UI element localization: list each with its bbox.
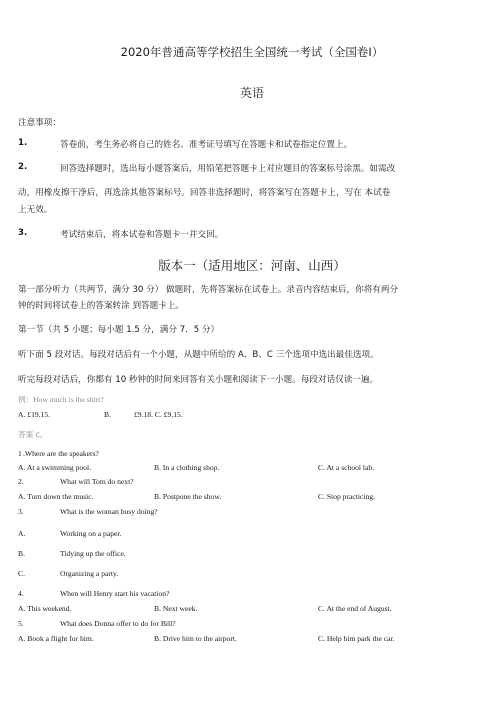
question-3-number: 3. xyxy=(18,507,24,516)
question-1-option-a: A. At a swimming pool. xyxy=(18,463,91,472)
question-1-option-b: B. In a clothing shop. xyxy=(154,463,220,472)
question-5-option-c: C. Help him park the car. xyxy=(318,634,395,643)
question-4-option-b: B. Next week. xyxy=(154,604,198,613)
question-5-text: What does Donna offer to do for Bill? xyxy=(60,619,176,628)
question-1-text: .Where are the speakers? xyxy=(23,449,99,458)
example-option-a: A. £19.15. xyxy=(18,410,51,419)
question-2-option-b: B. Postpone the show. xyxy=(154,492,222,501)
note-1-number: 1. xyxy=(18,138,28,148)
question-2-option-a: A. Turn down the music. xyxy=(18,492,94,501)
subject-title: 英语 xyxy=(239,86,264,100)
question-1-number: 1 xyxy=(18,449,22,458)
version-title: 版本一（适用地区：河南、山西） xyxy=(158,258,346,273)
question-1-option-c: C. At a school lab. xyxy=(318,463,375,472)
question-3-text: What is the woman busy doing? xyxy=(60,507,158,516)
question-2-option-c: C. Stop practicing. xyxy=(318,492,375,501)
example-option-b-c: £9.18. C. £9.15. xyxy=(134,410,183,419)
question-2-number: 2. xyxy=(18,477,24,486)
note-1-text: 答卷前，考生务必将自己的姓名、准考证号填写在答题卡和试卷指定位置上。 xyxy=(60,140,353,150)
example-option-b-label: B. xyxy=(104,410,111,419)
note-3-text: 考试结束后，将本试卷和答题卡一并交回。 xyxy=(60,230,224,240)
section1-instruction-1: 听下面 5 段对话。每段对话后有一个小题，从题中所给的 A、B、C 三个选项中选出最佳选项。 xyxy=(18,350,379,360)
note-2-text: 回答选择题时，选出每小题答案后，用铅笔把答题卡上对应题目的答案标号涂黑。如需改 xyxy=(60,164,396,174)
question-5-option-a: A. Book a flight for him. xyxy=(18,634,94,643)
question-3-option-a-label: A. xyxy=(18,529,26,538)
question-3-option-b-label: B. xyxy=(18,549,25,558)
question-2-text: What will Tom do next? xyxy=(60,477,134,486)
question-3-option-c-label: C. xyxy=(18,569,25,578)
part1-intro-line1: 第一部分听力（共两节，满分 30 分） 做题时，先将答案标在试卷上。录音内容结束后，你将有两分 xyxy=(18,285,399,295)
question-4-option-c: C. At the end of August. xyxy=(318,604,392,613)
exam-title: 2020年普通高等学校招生全国统一考试（全国卷Ⅰ） xyxy=(120,45,384,59)
section1-instruction-2: 听完每段对话后，你都有 10 秒钟的时间来回答有关小题和阅读下一小题。每段对话仅读一遍。 xyxy=(18,375,379,385)
example-answer: 答案 c。 xyxy=(18,430,48,439)
example-question: 例：How much is the shirt? xyxy=(18,395,104,404)
note-3-number: 3. xyxy=(18,228,28,238)
note-2-number: 2. xyxy=(18,162,28,172)
question-5-option-b: B. Drive him to the airport. xyxy=(154,634,237,643)
question-5-number: 5. xyxy=(18,619,24,628)
note-2-continuation-2: 上无效。 xyxy=(18,205,53,215)
question-4-text: When will Henry start his vacation? xyxy=(60,589,170,598)
section1-heading: 第一节（共 5 小题；每小题 1.5 分，满分 7．5 分） xyxy=(18,325,220,335)
question-4-option-a: A. This weekend. xyxy=(18,604,72,613)
question-4-number: 4. xyxy=(18,589,24,598)
notes-heading: 注意事项： xyxy=(18,118,61,128)
question-3-option-b: Tidying up the office. xyxy=(60,549,126,558)
note-2-continuation: 动，用橡皮擦干净后，再选涂其他答案标号。回答非选择题时，将答案写在答题卡上，写在 本试卷 xyxy=(18,188,391,198)
question-3-option-c: Organizing a party. xyxy=(60,569,119,578)
part1-intro-line2: 钟的时间将试卷上的答案转涂 到答题卡上。 xyxy=(18,301,185,311)
question-3-option-a: Working on a paper. xyxy=(60,529,122,538)
